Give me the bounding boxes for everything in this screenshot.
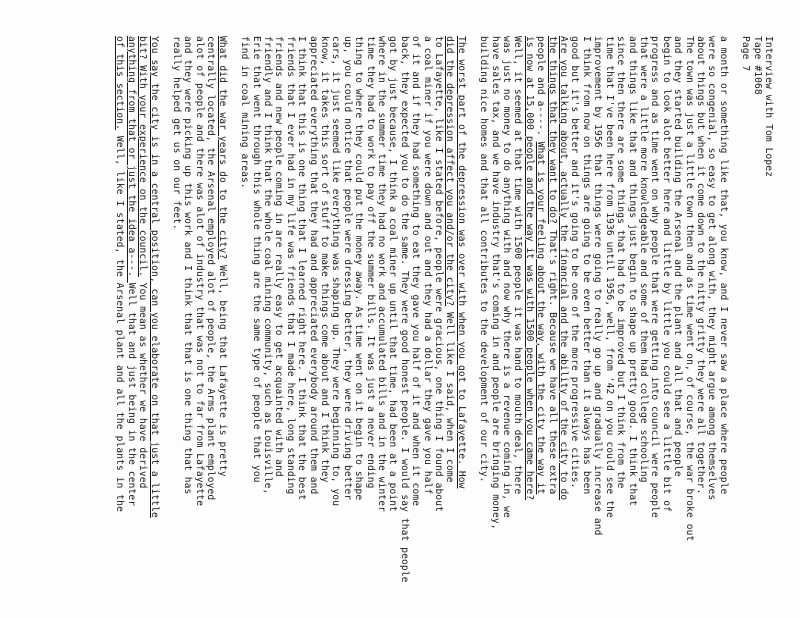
answer-text: Well, it seemed at that time with 1500 people it was hand to mouth deal, there [512, 36, 524, 495]
transcript-line [581, 36, 592, 596]
interviewer-question-text: did the depression affect you and/or the city? [444, 36, 456, 307]
answer-text: got by just because, I think a coal miner up until that time, had been at a point [387, 36, 399, 512]
answer-text: where in the summer time they had no work and accumulated bills and in the winter [376, 36, 387, 512]
transcript-line [194, 36, 205, 596]
answer-text: Well that and just being in the center [125, 282, 137, 507]
tape-number: Tape #1068 [751, 36, 763, 95]
transcript-line [148, 36, 159, 596]
answer-text: Well like I said, when I come [444, 306, 456, 483]
transcript-line [239, 36, 250, 596]
transcript-line [376, 36, 387, 596]
answer-text: alot of people and there was alot of industry that was not to far from Lafayette [193, 36, 205, 507]
transcript-line [262, 36, 273, 596]
answer-text: back, they expected you to do the same. They were good honest people. I would say that people [398, 36, 410, 583]
transcript-line [501, 36, 512, 596]
answer-text: building nice homes and that all contributes to the development of our city. [478, 36, 490, 483]
transcript-line [558, 36, 569, 596]
transcript-line [341, 36, 352, 596]
answer-text: begin to look alot better here and little by little you could see a little bit of [660, 36, 672, 512]
transcript-line [273, 36, 284, 596]
transcript-line [489, 36, 500, 596]
transcript-line [523, 36, 534, 596]
answer-text: I think that this is one thing that I learned right here. I think that the best [296, 36, 308, 501]
answer-text: have sales tax, and we have industry that's coming in and people are bringing money, [489, 36, 501, 530]
transcript-line [114, 36, 125, 596]
transcript-line [433, 36, 444, 596]
transcript-line [615, 36, 626, 596]
transcript-line [205, 36, 216, 596]
answer-text: cars, it just seemed like everything was shaping up. They were beginning to, you [330, 36, 342, 507]
transcript-line [137, 36, 148, 596]
answer-text: and they started building the Arsenal and the plant and all that and people [672, 36, 684, 477]
transcript-line [387, 36, 398, 596]
transcript-line [319, 36, 330, 596]
page-header [740, 36, 774, 596]
transcript-line [353, 36, 364, 596]
transcript-line [672, 36, 683, 596]
transcript-line [364, 36, 375, 596]
transcript-line [546, 36, 557, 596]
answer-text: good but it's better and it's going to be one of the more progressive cities. [569, 36, 581, 489]
answer-text: really helped get us on our feet. [171, 36, 183, 230]
interview-title: Interview with Tom Lopez [763, 36, 774, 178]
interviewer-question-text: of this section. [114, 36, 126, 131]
answer-text: improvement by 1956 that things were going to really go up and gradually increase and [592, 36, 604, 536]
interviewer-question-text: anything from that or just the idea a---. [125, 36, 137, 283]
answer-text: were so congenial, so easy to get along with, they might argue among themselves [706, 36, 718, 501]
answer-text: progress and as time went on why people that were getting into council were people [649, 36, 661, 518]
answer-text: about things but when it come down to the nitty gritty they were all together. [694, 36, 706, 495]
answer-text: find in coal mining areas. [239, 36, 251, 189]
answer-text: up, you could notice that people were dressing better, they were driving better [341, 36, 353, 501]
answer-text: Well, being that Lafayette is pretty [216, 259, 228, 477]
transcript-paragraph [239, 36, 467, 596]
transcript-line [592, 36, 603, 596]
transcript-paragraph [478, 36, 729, 596]
answer-text: people and a----. [535, 36, 547, 142]
answer-text: friendly and I think that the whole coal mining community, such as Louisville, [261, 36, 273, 495]
transcript-line [330, 36, 341, 596]
answer-text: and they were picking up this work and I think that that is one thing that has [182, 36, 194, 495]
interviewer-question-text: Are you talking about, actually the financial and the ability of the city to do [558, 36, 570, 501]
interviewer-question-text: bit? With your experience on the council. [137, 36, 149, 277]
answer-text: a month or something like that, you know, and I never saw a place where people [717, 36, 729, 495]
answer-text: The town was just a little town then and as time went on, of course, the war broke out [683, 36, 695, 542]
transcript-sheet [103, 36, 774, 596]
answer-text: centrally located, the Arsenal employed alot of people, the Arms plant employed [205, 36, 217, 501]
answer-text: Erie that went through this whole thing are the same type of people that you [250, 36, 262, 483]
transcript-line [535, 36, 546, 596]
transcript-line [182, 36, 193, 596]
interviewer-question-text: the things that they want to do? [546, 36, 558, 225]
transcript-line [125, 36, 136, 596]
transcript-line [512, 36, 523, 596]
transcript-line [307, 36, 318, 596]
transcript-line [216, 36, 227, 596]
answer-text: that were a little more knowledgeable and some of them had college schooling [637, 36, 649, 483]
answer-text: thing to where they could put the money away. As time went on it begin to shape [353, 36, 365, 501]
answer-text: friends and new people coming in are really easy to get acquainted with and [273, 36, 285, 477]
transcript-line [626, 36, 637, 596]
transcript-line [478, 36, 489, 596]
answer-text: Well, like I stated, the Arsenal plant and all the plants in the [114, 130, 126, 512]
interviewer-question-text: You say the city is in a central position, can you elaborate on that just a little [148, 36, 160, 518]
transcript-line [421, 36, 432, 596]
answer-text: time they had to work to pay off the summer bills. It was just a never ending [364, 36, 376, 489]
answer-text: to Lafayette, like I stated before, people were gracious, one thing I found about [433, 36, 445, 512]
transcript-line [603, 36, 614, 596]
answer-text: appreciated everything that they had and appreciated everybody around them and [307, 36, 319, 495]
interviewer-question-text: What is your feeling about the way, with the city the way it [535, 141, 547, 495]
transcript-body [114, 36, 729, 596]
transcript-line [171, 36, 182, 596]
answer-text: a coal miner if you were down and out and they had a dollar they gave you half [421, 36, 433, 495]
answer-text: You mean as whether we have derived [137, 276, 149, 489]
transcript-line [284, 36, 295, 596]
transcript-line [296, 36, 307, 596]
interviewer-question-text: is now at 15,000 people and the way it was with 1500 people when you came here? [523, 36, 535, 501]
transcript-line [638, 36, 649, 596]
transcript-paragraph [114, 36, 160, 596]
interviewer-question-text: What did the war years do to the city? [216, 36, 228, 260]
answer-text: know, it takes this sort of stuff to make things come about and I think they [318, 36, 330, 483]
transcript-line [683, 36, 694, 596]
answer-text: friends that I ever had in my life was friends that I made here, long standing [284, 36, 296, 495]
transcript-line [410, 36, 421, 596]
answer-text: of it and if they had something to eat they gave you half of it and when it come [410, 36, 422, 507]
page-number: Page 7 [740, 36, 752, 72]
answer-text: I think from now on things are going to be even better than it always has been [580, 36, 592, 495]
answer-text: time that I've been here from 1936 until 1956, well, from '42 on you could see the [603, 36, 615, 518]
transcript-paragraph [171, 36, 228, 596]
answer-text: That's right. Because we have all these extra [546, 224, 558, 495]
answer-text: and things like that and things just begin to shape up pretty good. I think that [626, 36, 638, 507]
transcript-line [398, 36, 409, 596]
transcript-line [695, 36, 706, 596]
transcript-line [717, 36, 728, 596]
transcript-line [455, 36, 466, 596]
transcript-line [706, 36, 717, 596]
transcript-line [250, 36, 261, 596]
interviewer-question-text: The worst part of the depression was over with when you got to Lafayette. How [455, 36, 467, 489]
transcript-line [660, 36, 671, 596]
transcript-line [444, 36, 455, 596]
answer-text: was just no money to do anything with and now why there is a revenue coming in, we [501, 36, 513, 518]
answer-text: since then there are some things that had to be improved but I think from the [615, 36, 627, 489]
transcript-line [649, 36, 660, 596]
transcript-line [569, 36, 580, 596]
